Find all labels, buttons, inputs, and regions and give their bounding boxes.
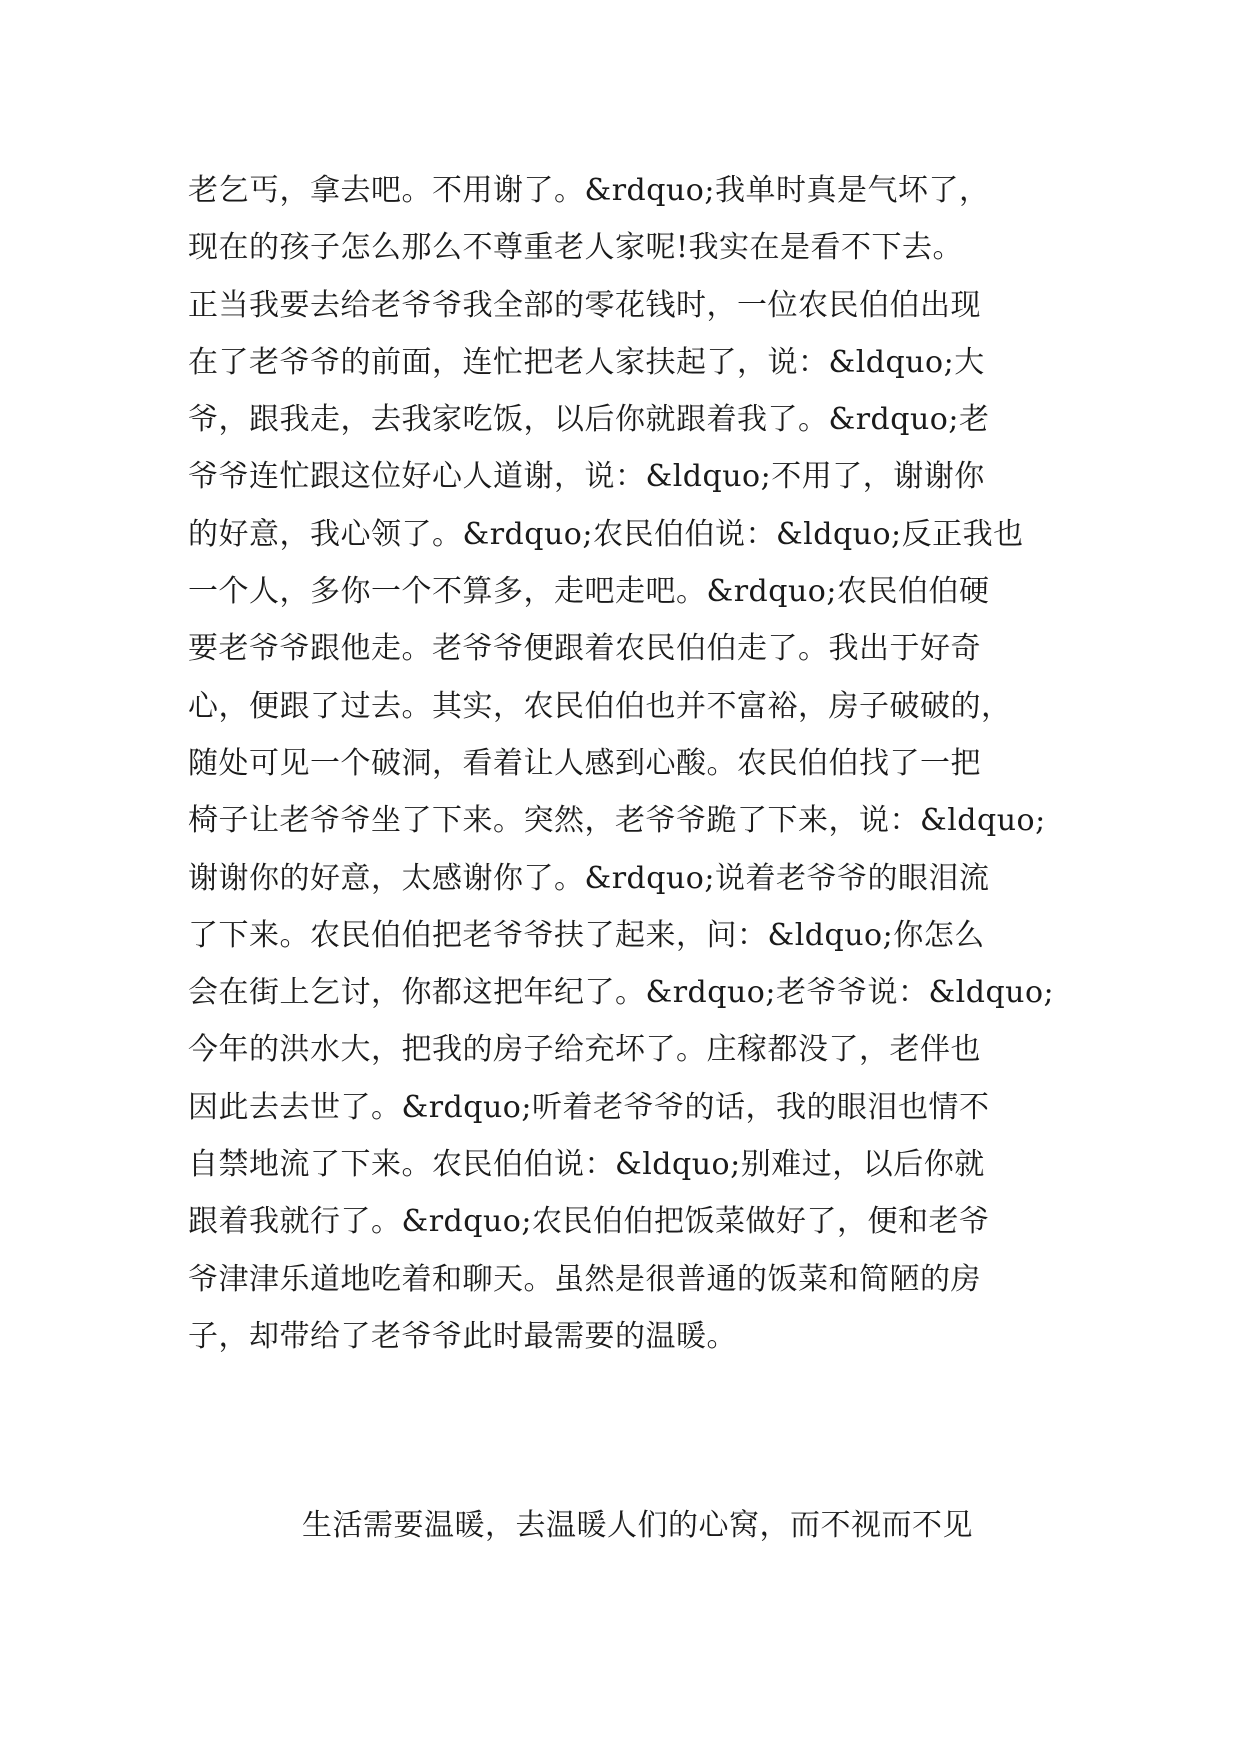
paragraph-line: 要老爷爷跟他走。老爷爷便跟着农民伯伯走了。我出于好奇	[188, 631, 981, 667]
paragraph-line: 椅子让老爷爷坐了下来。突然，老爷爷跪了下来，说：&ldquo;	[188, 803, 1046, 839]
paragraph-line: 心，便跟了过去。其实，农民伯伯也并不富裕，房子破破的，	[188, 688, 1012, 724]
paragraph-line: 生活需要温暖，去温暖人们的心窝，而不视而不见	[302, 1508, 973, 1543]
paragraph-line: 正当我要去给老爷爷我全部的零花钱时，一位农民伯伯出现	[188, 287, 981, 323]
paragraph-line: 爷津津乐道地吃着和聊天。虽然是很普通的饭菜和简陋的房	[188, 1261, 981, 1297]
paragraph-line: 了下来。农民伯伯把老爷爷扶了起来，问：&ldquo;你怎么	[188, 917, 985, 953]
paragraph-line: 一个人，多你一个不算多，走吧走吧。&rdquo;农民伯伯硬	[188, 574, 990, 610]
paragraph-line: 自禁地流了下来。农民伯伯说：&ldquo;别难过，以后你就	[188, 1147, 985, 1183]
body-paragraph	[188, 162, 1068, 1365]
closing-paragraph	[302, 1497, 1082, 1554]
paragraph-line: 会在街上乞讨，你都这把年纪了。&rdquo;老爷爷说：&ldquo;	[188, 975, 1055, 1011]
paragraph-line: 老乞丐，拿去吧。不用谢了。&rdquo;我单时真是气坏了，	[188, 173, 990, 208]
paragraph-line: 跟着我就行了。&rdquo;农民伯伯把饭菜做好了，便和老爷	[188, 1204, 990, 1240]
paragraph-line: 随处可见一个破洞，看着让人感到心酸。农民伯伯找了一把	[188, 745, 981, 781]
paragraph-line: 的好意，我心领了。&rdquo;农民伯伯说：&ldquo;反正我也	[188, 516, 1024, 552]
paragraph-line: 谢谢你的好意，太感谢你了。&rdquo;说着老爷爷的眼泪流	[188, 860, 990, 896]
paragraph-line: 现在的孩子怎么那么不尊重老人家呢!我实在是看不下去。	[188, 230, 964, 266]
paragraph-line: 爷，跟我走，去我家吃饭，以后你就跟着我了。&rdquo;老	[188, 402, 990, 438]
paragraph-line: 因此去去世了。&rdquo;听着老爷爷的话，我的眼泪也情不	[188, 1089, 990, 1125]
paragraph-line: 今年的洪水大，把我的房子给充坏了。庄稼都没了，老伴也	[188, 1032, 981, 1068]
paragraph-line: 爷爷连忙跟这位好心人道谢，说：&ldquo;不用了，谢谢你	[188, 459, 985, 495]
paragraph-line: 子，却带给了老爷爷此时最需要的温暖。	[188, 1318, 737, 1354]
paragraph-line: 在了老爷爷的前面，连忙把老人家扶起了，说：&ldquo;大	[188, 344, 985, 380]
